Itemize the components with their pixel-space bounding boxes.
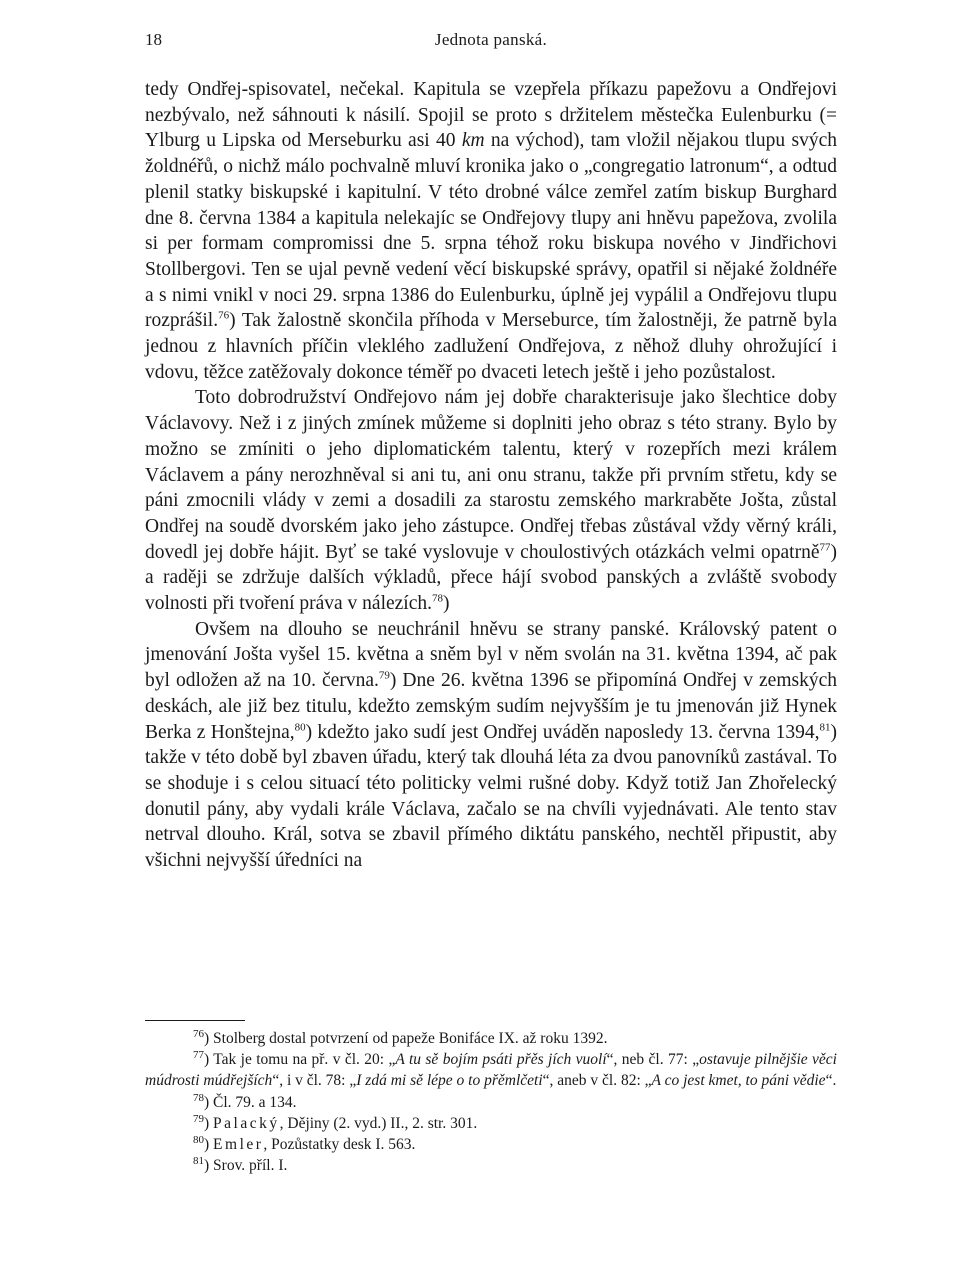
footnote-ref-77[interactable]: 77 [819, 541, 831, 554]
author-name: Emler [213, 1136, 264, 1154]
footnote-ref-76[interactable]: 76 [218, 309, 230, 322]
footnote-separator [145, 1020, 245, 1021]
footnote-79: $^{79}$) Palacký, Dějiny (2. vyd.) II., 2. str. 301. [193, 1112, 478, 1132]
paragraph-1: tedy Ondřej-spisovatel, nečekal. Kapitula se vzepřela příkazu papežovu a Ondřejovi nezbývalo, než sáhnouti k násilí. Spojil se proto s držitelem městečka Eulenburku (= Ylburg u Lipska od Merseburku asi 40 km na východ), tam vložil nějakou tlupu svých žoldnéřů, o nichž málo pochvalně mluví kronika jako o „congregatio latronum“, a odtud plenil statky biskupské i kapitulní. V této drobné válce zemřel zatím biskup Burghard dne 8. června 1384 a kapitula nelekajíc se Ondřejovy tlupy ani hněvu papežova, zvolila si per formam compromissi dne 5. srpna téhož roku biskupa nového v Jindřichovi Stollbergovi. Ten se ujal pevně vedení věcí biskupské správy, opatřil si nějaké žoldnéře a s nimi vnikl v noci 29. srpna 1386 do Eulenburku, úplně jej vypálil a Ondřejovu tlupu rozprášil.$^{76}$) Tak žalostně skončila příhoda v Merseburce, tím žalostněji, že patrně byla jednou z hlavních příčin vleklého zadlužení Ondřejova, z něhož dluhy ohrožující i vdovu, těžce zatěžovaly dokonce téměř po dvaceti letech ještě i jeho pozůstalost. [145, 79, 837, 383]
author-name: Palacký [213, 1114, 280, 1132]
footnote-ref-79[interactable]: 79 [378, 669, 390, 682]
footnote-80: $^{80}$) Emler, Pozůstatky desk I. 563. [193, 1133, 416, 1154]
emphasis-km: km [461, 130, 485, 152]
footnote-77: $^{77}$) Tak je tomu na př. v čl. 20: „A tu sě bojím psáti přěs jích vuolí“, neb čl. 77: „ostavuje pilnějšie věci múdrosti múdřejších“, i v čl. 78: „I zdá mi sě lépe o to přěmlčeti“, aneb v čl. 82: „A co jest kmet, to páni vědie“. [145, 1049, 837, 1090]
footnote-ref-80[interactable]: 80 [294, 721, 306, 734]
running-title: Jednota panská. [434, 30, 548, 49]
body-text [145, 77, 837, 874]
running-head [145, 30, 837, 58]
footnote-78: $^{78}$) Čl. 79. a 134. [193, 1091, 297, 1111]
footnote-81: $^{81}$) Srov. příl. I. [193, 1155, 288, 1175]
page-number: 18 [145, 30, 162, 49]
footnote-76: $^{76}$) Stolberg dostal potvrzení od papeže Bonifáce IX. až roku 1392. [193, 1027, 608, 1047]
footnote-ref-81[interactable]: 81 [819, 721, 831, 734]
paragraph-2: Toto dobrodružství Ondřejovo nám jej dobře charakterisuje jako šlechtice doby Václavovy. Než i z jiných zmínek můžeme si doplniti jeho obraz s této strany. Bylo by možno se zmíniti o jeho diplomatickém talentu, který v rozepřích mezi králem Václavem a pány nerozhněval si ani tu, ani onu stranu, takže při prvním střetu, kdy se páni zmocnili vlády v zemi a dosadili za starostu zemského markraběte Jošta, zůstal Ondřej na soudě dvorském jako jeho zástupce. Ondřej třebas zůstával vždy věrný králi, dovedl jej dobře hájit. Byť se také vyslovuje v choulostivých otázkách velmi opatrně$^{77}$) a raději se zdržuje dalších výkladů, přece hájí svobod panských a zvláště svobody volnosti při tvoření práva v nálezích.$^{78}$) [145, 387, 837, 615]
footnote-ref-78[interactable]: 78 [432, 592, 443, 605]
footnotes [145, 1028, 837, 1176]
paragraph-3: Ovšem na dlouho se neuchránil hněvu se strany panské. Královský patent o jmenování Jošta vyšel 15. května a sněm byl v něm svolán na 31. května 1394, ač pak byl odložen až na 10. června.$^{79}$) Dne 26. května 1396 se připomíná Ondřej v zemských deskách, ale již bez titulu, kdežto zemským sudím nejvyšším je tu jmenován již Hynek Berka z Honštejna,$^{80}$) kdežto jako sudí jest Ondřej uváděn naposledy 13. června 1394,81) takže v této době byl zbaven úřadu, který tak dlouhá léta za dvou panovníků zastával. To se shoduje i s celou situací této politicky velmi rušné doby. Když totiž Jan Zhořelecký donutil pány, aby vydali krále Václava, začalo se na chvíli vyjednávati. Ale tento stav netrval dlouho. Král, sotva se zbavil přímého diktátu panského, nechtěl připustit, aby všichni nejvyšší úředníci na [145, 618, 837, 872]
